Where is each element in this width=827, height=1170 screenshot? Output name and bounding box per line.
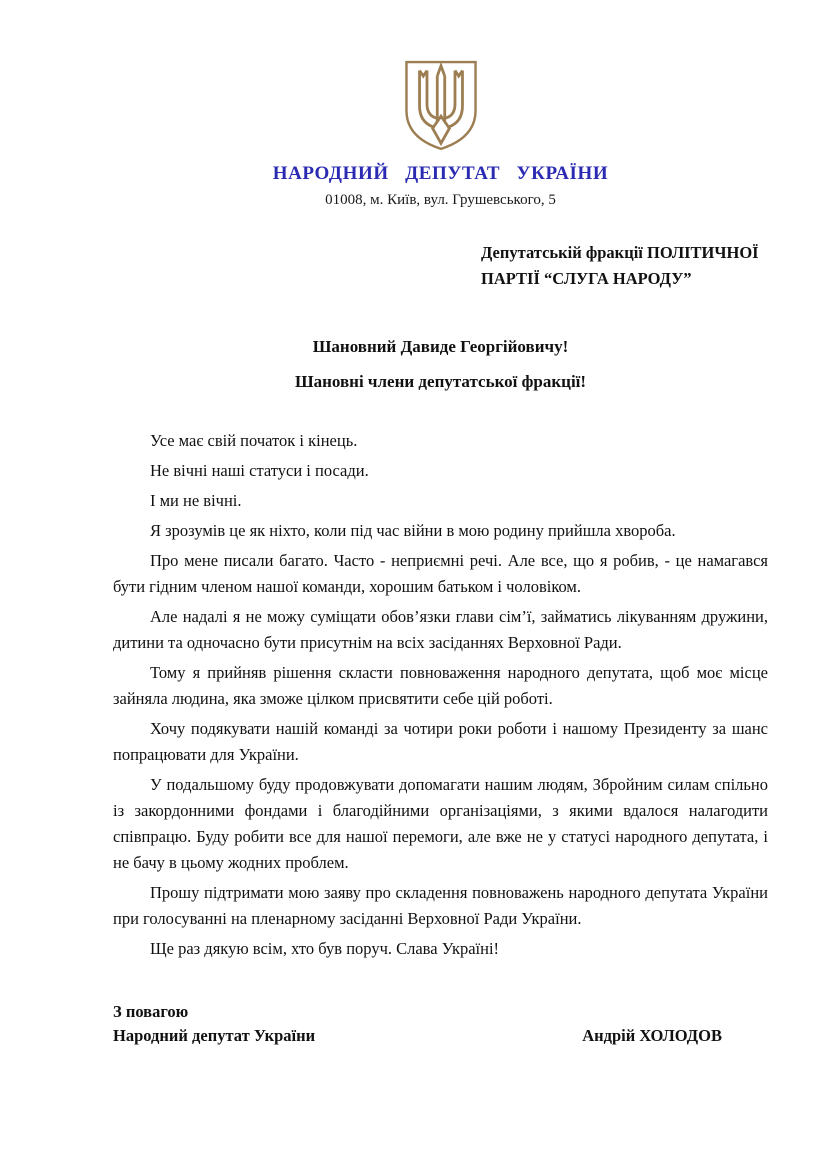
signature-closing: З повагою bbox=[113, 1002, 189, 1021]
body-paragraph: Я зрозумів це як ніхто, коли під час війни в мою родину прийшла хвороба. bbox=[150, 521, 676, 540]
salutation bbox=[113, 334, 768, 395]
body-paragraph: І ми не вічні. bbox=[150, 491, 242, 510]
letterhead bbox=[113, 0, 768, 209]
body-paragraph: Ще раз дякую всім, хто був поруч. Слава Україні! bbox=[150, 939, 500, 958]
salutation-line-2: Шановні члени депутатської фракції! bbox=[294, 372, 587, 391]
letterhead-address: 01008, м. Київ, вул. Грушевського, 5 bbox=[325, 192, 556, 208]
body-paragraph: Про мене писали багато. Часто - неприємні речі. Але все, що я робив, - це намагався бути гідним членом нашої команди, хорошим батьком і чоловіком. bbox=[113, 551, 768, 596]
signature-block bbox=[113, 1000, 768, 1048]
body-paragraph: Усе має свій початок і кінець. bbox=[150, 431, 358, 450]
body-paragraph: Прошу підтримати мою заяву про складення повноважень народного депутата України при голосуванні на пленарному засіданні Верховної Ради України. bbox=[113, 883, 768, 928]
body-paragraph: Не вічні наші статуси і посади. bbox=[150, 461, 369, 480]
recipient-block bbox=[481, 240, 811, 292]
signature-role: Народний депутат України bbox=[113, 1026, 316, 1045]
body-paragraph: Але надалі я не можу суміщати обов’язки глави сім’ї, займатись лікуванням дружини, дитини та одночасно бути присутнім на всіх засіданнях Верховної Ради. bbox=[113, 607, 768, 652]
letter-body bbox=[113, 428, 768, 962]
recipient-line-1: Депутатській фракції ПОЛІТИЧНОЇ bbox=[481, 243, 759, 262]
letterhead-title: НАРОДНИЙ ДЕПУТАТ УКРАЇНИ bbox=[272, 163, 609, 184]
signature-name: Андрій ХОЛОДОВ bbox=[582, 1026, 722, 1045]
ukraine-trident-emblem-icon bbox=[399, 58, 483, 152]
body-paragraph: Хочу подякувати нашій команді за чотири роки роботи і нашому Президенту за шанс попрацювати для України. bbox=[113, 719, 768, 764]
body-paragraph: Тому я прийняв рішення скласти повноваження народного депутата, щоб моє місце зайняла людина, яка зможе цілком присвятити себе цій роботі. bbox=[113, 663, 768, 708]
body-paragraph: У подальшому буду продовжувати допомагати нашим людям, Збройним силам спільно із закордонними фондами і благодійними організаціями, з якими вдалося налагодити співпрацю. Буду робити все для нашої перемоги, але вже не у статусі народного депутата, і не бачу в цьому жодних проблем. bbox=[113, 775, 768, 872]
salutation-line-1: Шановний Давиде Георгійовичу! bbox=[312, 337, 569, 356]
recipient-line-2: ПАРТІЇ “СЛУГА НАРОДУ” bbox=[481, 269, 692, 288]
